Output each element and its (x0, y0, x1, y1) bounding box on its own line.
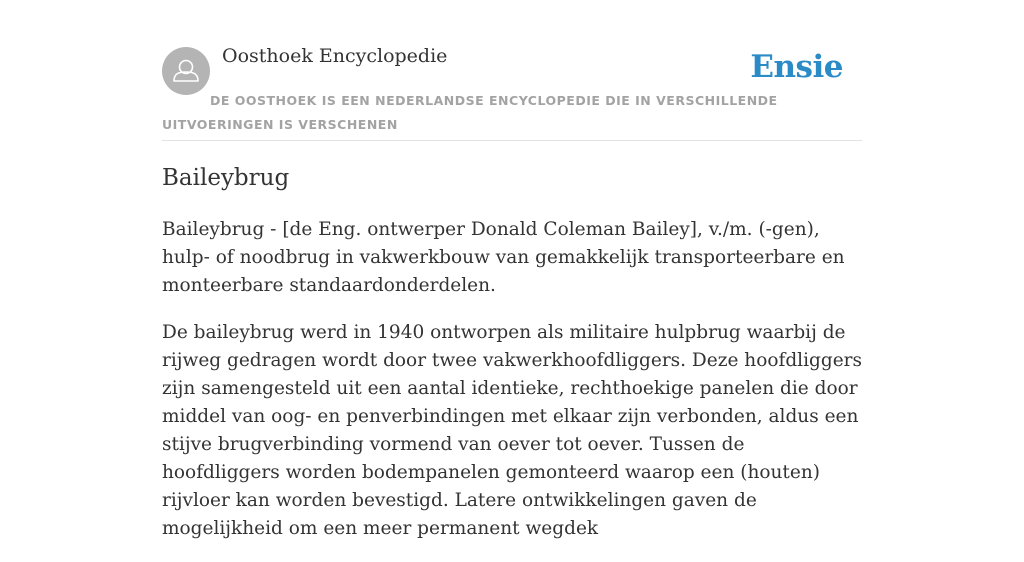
entry-paragraph: Baileybrug - [de Eng. ontwerper Donald Coleman Bailey], v./m. (-gen), hulp- of noodbrug in vakwerkbouw van gemakkelijk transporteerbare en monteerbare standaardonderdelen. (162, 219, 845, 296)
brand-logo[interactable]: Ensie (750, 49, 843, 85)
source-description: DE OOSTHOEK IS EEN NEDERLANDSE ENCYCLOPEDIE DIE IN VERSCHILLENDE UITVOERINGEN IS VERSCHENEN (162, 93, 778, 132)
entry-title: Baileybrug (162, 165, 290, 191)
entry-body (162, 216, 862, 562)
user-icon[interactable] (162, 47, 210, 95)
source-title-link[interactable]: Oosthoek Encyclopedie (222, 45, 448, 67)
entry-paragraph: De baileybrug werd in 1940 ontworpen als militaire hulpbrug waarbij de rijweg gedragen wordt door twee vakwerkhoofdliggers. Deze hoofdliggers zijn samengesteld uit een aantal identieke, rechthoekige panelen die door middel van oog- en penverbindingen met elkaar zijn verbonden, aldus een stijve brugverbinding vormend van oever tot oever. Tussen de hoofdliggers worden bodempanelen gemonteerd waarop een (houten) rijvloer kan worden bevestigd. Latere ontwikkelingen gaven de mogelijkheid om een meer permanent wegdek (162, 322, 862, 539)
page-container (162, 0, 862, 539)
source-header (162, 0, 862, 141)
